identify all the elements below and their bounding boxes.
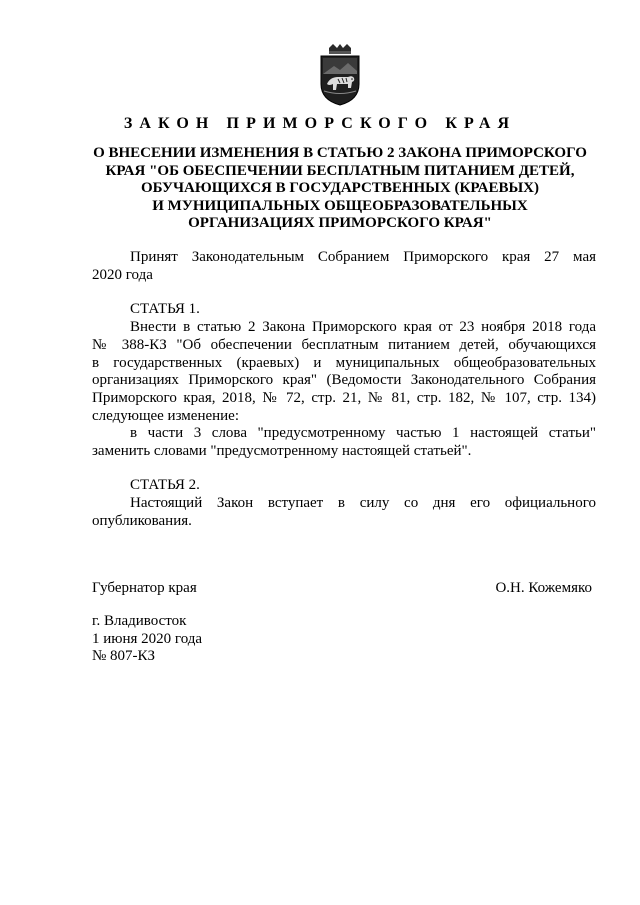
subtitle-line: КРАЯ "ОБ ОБЕСПЕЧЕНИИ БЕСПЛАТНЫМ ПИТАНИЕМ ДЕТЕЙ, xyxy=(105,162,575,179)
subtitle-line: ОБУЧАЮЩИХСЯ В ГОСУДАРСТВЕННЫХ (КРАЕВЫХ) xyxy=(140,180,540,196)
signature-name: О.Н. Кожемяко xyxy=(495,580,592,596)
crown-icon xyxy=(329,44,351,54)
article-1-line-wrap xyxy=(92,372,596,390)
article-1-line-wrap xyxy=(130,319,596,337)
subtitle-line: И МУНИЦИПАЛЬНЫХ ОБЩЕОБРАЗОВАТЕЛЬНЫХ xyxy=(152,197,528,214)
article-1-line: Внести в статью 2 Закона Приморского края от 23 ноября 2018 года xyxy=(130,319,596,335)
coat-of-arms-icon xyxy=(318,44,362,106)
signature-position: Губернатор края xyxy=(92,580,197,596)
article-1-line: в части 3 слова "предусмотренному частью 1 настоящей статьи" xyxy=(130,425,596,441)
law-title: ЗАКОН ПРИМОРСКОГО КРАЯ xyxy=(123,115,517,132)
article-1-line: заменить словами "предусмотренному настоящей статьей". xyxy=(92,443,472,459)
article-1-line-wrap xyxy=(130,425,596,443)
article-1-line-wrap xyxy=(92,390,596,408)
footer-place: г. Владивосток xyxy=(92,613,187,629)
article-1-line-wrap xyxy=(92,337,596,355)
law-subtitle xyxy=(80,145,600,233)
article-1-line: в государственных (краевых) и муниципальных общеобразовательных xyxy=(92,355,596,371)
article-2-heading: СТАТЬЯ 2. xyxy=(130,477,200,493)
article-1-line-wrap xyxy=(92,355,596,373)
article-1-line: Приморского края, 2018, № 72, стр. 21, № 81, стр. 182, № 107, стр. 134) xyxy=(92,390,596,406)
article-1-line: следующее изменение: xyxy=(92,408,240,424)
article-2-line-wrap xyxy=(130,495,596,513)
footer-date: 1 июня 2020 года xyxy=(92,631,203,647)
article-1-line: № 388-КЗ "Об обеспечении бесплатным питанием детей, обучающихся xyxy=(92,337,596,353)
article-2-line: Настоящий Закон вступает в силу со дня его официального xyxy=(130,495,596,511)
subtitle-line: О ВНЕСЕНИИ ИЗМЕНЕНИЯ В СТАТЬЮ 2 ЗАКОНА ПРИМОРСКОГО xyxy=(93,145,587,161)
adoption-statement xyxy=(130,249,596,267)
footer-number: № 807-КЗ xyxy=(92,648,156,664)
subtitle-line: ОРГАНИЗАЦИЯХ ПРИМОРСКОГО КРАЯ" xyxy=(188,215,492,231)
adoption-line-2: 2020 года xyxy=(92,267,153,283)
article-1-heading: СТАТЬЯ 1. xyxy=(130,301,200,317)
adoption-line-1: Принят Законодательным Собранием Приморского края 27 мая xyxy=(130,249,596,265)
article-2-line: опубликования. xyxy=(92,513,192,529)
article-1-line: организациях Приморского края" (Ведомости Законодательного Собрания xyxy=(92,372,596,388)
